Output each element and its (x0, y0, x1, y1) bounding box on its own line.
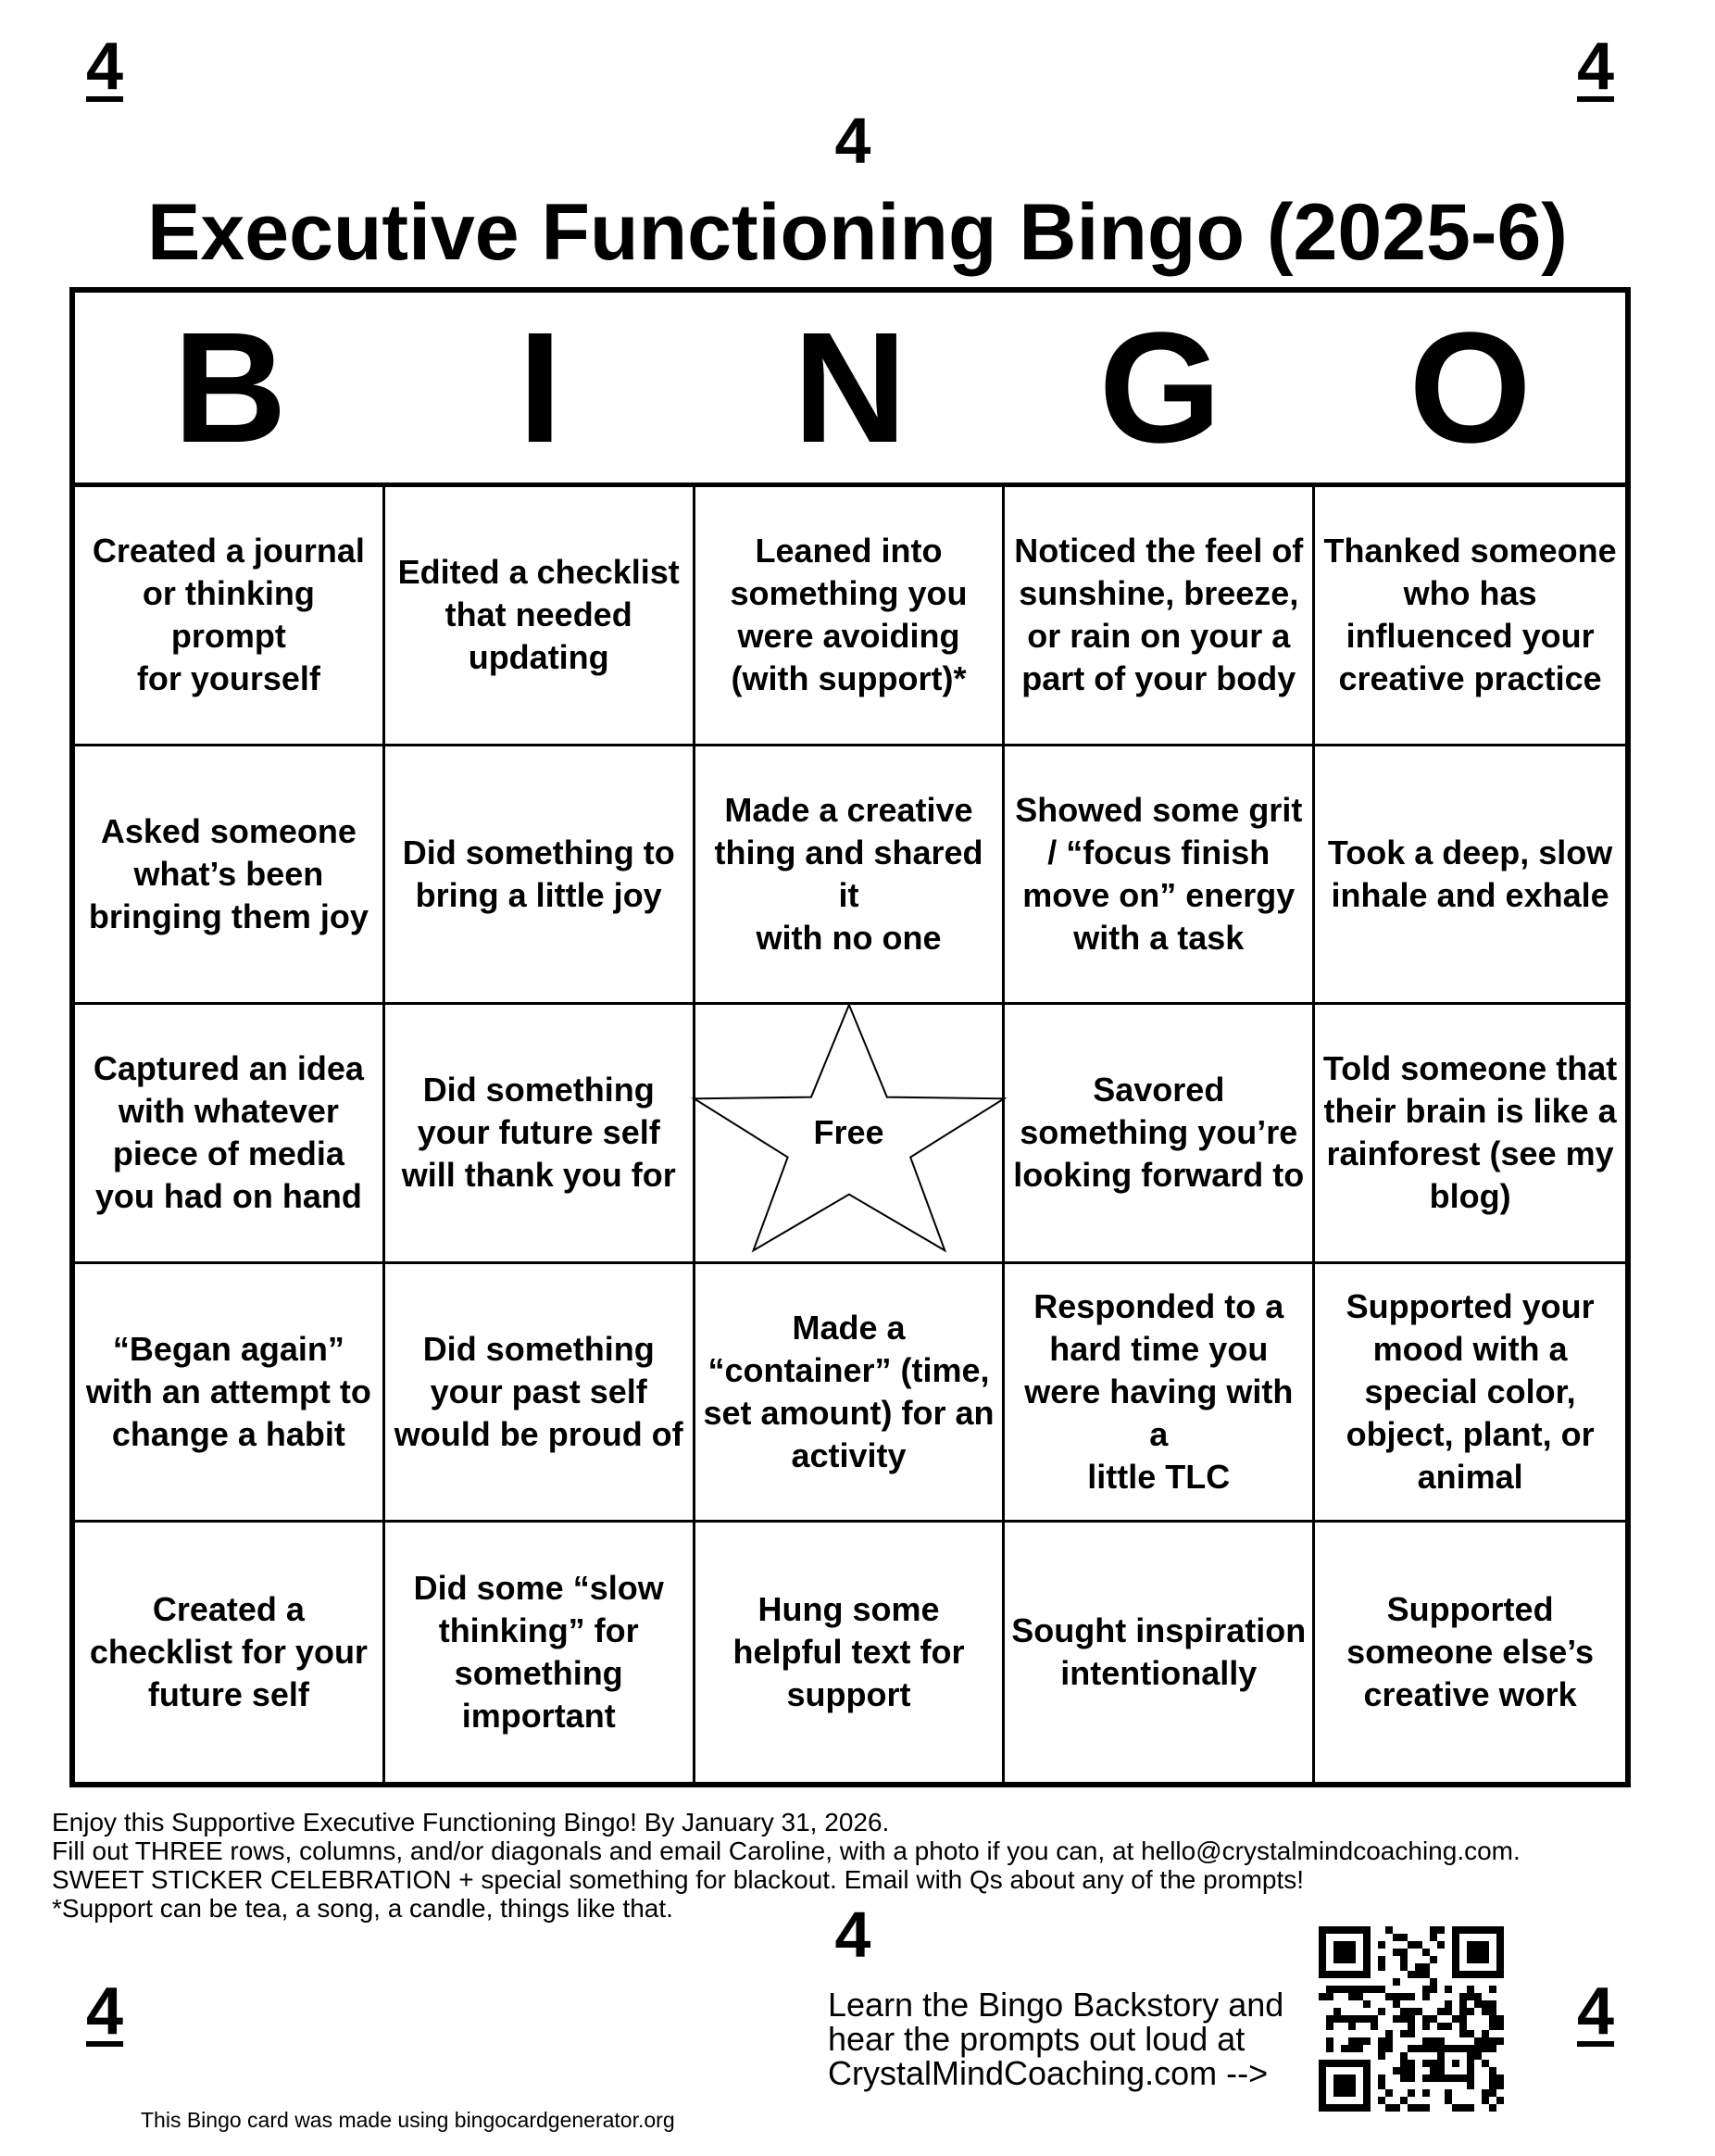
page-title: Executive Functioning Bingo (2025-6) (147, 188, 1568, 277)
cell-text (1014, 530, 1303, 700)
cell-text-line: creative practice (1338, 659, 1602, 698)
cell-text-line: move on” energy (1022, 875, 1296, 914)
cell-text-line: inhale and exhale (1331, 875, 1609, 914)
card-number-bottom-right: 4 (1577, 1974, 1615, 2049)
cell-text-line: your past self (430, 1373, 647, 1411)
card-number-bottom-left: 4 (86, 1974, 124, 2049)
cell-text-line: activity (791, 1436, 907, 1475)
cell-text-line: were having with a (1024, 1373, 1294, 1454)
cell-text-line: Showed some grit (1015, 790, 1303, 829)
cell-text-line: with no one (756, 918, 942, 957)
bingo-cell[interactable] (695, 1264, 1006, 1523)
cell-text-line: little TLC (1087, 1458, 1231, 1497)
bingo-cell[interactable] (385, 1264, 695, 1523)
cell-text-line: Edited a checklist (397, 553, 680, 592)
cell-text-line: who has (1403, 574, 1537, 613)
cell-text-line: “Began again” (112, 1330, 344, 1369)
bingo-letter: G (1098, 299, 1221, 476)
cell-text-line: Created a (152, 1590, 305, 1629)
instruction-line: SWEET STICKER CELEBRATION + special something for blackout. Email with Qs about any of the prompts! (52, 1865, 1305, 1894)
cell-text (730, 530, 967, 700)
cell-text (1346, 1285, 1595, 1498)
cell-text-line: thing and shared it (714, 833, 983, 914)
cell-text-line: Did some “slow (413, 1569, 664, 1608)
cell-text (402, 1069, 676, 1197)
cell-text (81, 530, 377, 700)
backstory-line: Learn the Bingo Backstory and (828, 1986, 1284, 2024)
bingo-cell[interactable] (1005, 1523, 1315, 1782)
cell-text-line: influenced your (1346, 617, 1595, 656)
instruction-line: *Support can be tea, a song, a candle, things like that. (52, 1894, 673, 1923)
bingo-cell[interactable] (1315, 1005, 1625, 1264)
bingo-cell[interactable] (1005, 1005, 1315, 1264)
bingo-cell[interactable] (1315, 1264, 1625, 1523)
cell-text (394, 1328, 683, 1456)
bingo-cell[interactable] (1005, 746, 1315, 1006)
cell-text-line: Told someone that (1322, 1049, 1618, 1088)
cell-text-line: would be proud of (394, 1415, 683, 1454)
bingo-card (69, 287, 1631, 1787)
cell-text (701, 789, 997, 959)
bingo-letter: B (173, 299, 287, 476)
cell-text-line: helpful text for (732, 1633, 965, 1672)
bingo-cell[interactable] (1005, 1264, 1315, 1523)
cell-text-line: Sought inspiration (1011, 1611, 1307, 1650)
card-number-top-right: 4 (1577, 30, 1615, 104)
cell-text-line: something (454, 1654, 623, 1693)
cell-text-line: that needed (444, 595, 632, 634)
bingo-letter: I (518, 299, 562, 476)
cell-text-line: / “focus finish (1047, 833, 1271, 871)
cell-text-line: Supported (1386, 1590, 1554, 1629)
cell-text-line: Did something (422, 1071, 655, 1109)
cell-text-line: Captured an idea (93, 1049, 364, 1088)
bingo-cell[interactable] (75, 746, 385, 1006)
card-number-top-left: 4 (86, 30, 124, 104)
cell-text (1346, 1588, 1594, 1716)
cell-text-line: bring a little joy (415, 875, 662, 914)
cell-text-line: intentionally (1060, 1654, 1258, 1693)
cell-text-line: blog) (1429, 1177, 1511, 1216)
bingo-cell[interactable] (1315, 487, 1625, 746)
qr-code-icon[interactable] (1319, 1926, 1504, 2112)
cell-text-line: you had on hand (94, 1177, 362, 1216)
cell-text (403, 832, 675, 917)
cell-text (703, 1307, 994, 1477)
cell-text-line: were avoiding (737, 617, 960, 656)
cell-text-line: with an attempt to (85, 1373, 371, 1411)
cell-text-line: their brain is like a (1323, 1092, 1617, 1131)
cell-text-line: something you (730, 574, 968, 613)
cell-text-line: future self (147, 1675, 309, 1714)
cell-text-line: with a task (1073, 918, 1245, 957)
bingo-cell[interactable] (75, 1005, 385, 1264)
cell-text-line: looking forward to (1013, 1156, 1305, 1195)
bingo-letter: O (1408, 299, 1532, 476)
cell-text-line: Savored (1093, 1071, 1225, 1109)
cell-text-line: mood with a (1372, 1330, 1568, 1369)
cell-text-line: Supported your (1346, 1287, 1595, 1326)
cell-text-line: updating (468, 638, 609, 677)
cell-text (732, 1588, 964, 1716)
cell-text-line: Made a (792, 1309, 906, 1348)
cell-text-line: Created a journal (92, 532, 365, 570)
cell-text-line: Responded to a (1033, 1287, 1284, 1326)
cell-text-line: Leaned into (755, 532, 943, 570)
cell-text-line: important (461, 1697, 616, 1736)
cell-text (94, 1047, 364, 1218)
instructions (52, 1808, 1521, 1923)
cell-text (1011, 1610, 1306, 1695)
cell-text-line: what’s been (133, 854, 324, 893)
bingo-cell[interactable] (75, 487, 385, 746)
free-label: Free (813, 1113, 884, 1152)
bingo-cell[interactable] (385, 1523, 695, 1782)
cell-text (1015, 789, 1302, 959)
cell-text (1324, 530, 1617, 700)
cell-text-line: part of your body (1021, 659, 1296, 698)
cell-text-line: or thinking prompt (142, 574, 315, 656)
cell-text-line: Hung some (757, 1590, 940, 1629)
cell-text (398, 551, 680, 679)
backstory-text (828, 1987, 1283, 2090)
cell-text-line: set amount) for an (703, 1394, 995, 1433)
bingo-cell[interactable] (385, 487, 695, 746)
cell-text-line: (with support)* (731, 659, 967, 698)
bingo-letter: N (793, 299, 908, 476)
card-number-bottom-center: 4 (834, 1899, 871, 1971)
cell-text-line: “container” (time, (707, 1351, 990, 1390)
cell-text (414, 1567, 664, 1737)
bingo-cell[interactable] (385, 1005, 695, 1264)
cell-text (86, 1328, 371, 1456)
cell-text-line: Asked someone (100, 811, 357, 850)
cell-text-line: piece of media (112, 1134, 344, 1173)
bingo-cell[interactable] (75, 1264, 385, 1523)
backstory-line: CrystalMindCoaching.com --> (828, 2054, 1269, 2092)
bingo-cell[interactable] (1315, 746, 1625, 1006)
cell-text-line: something you’re (1020, 1113, 1298, 1152)
cell-text-line: rainforest (see my (1326, 1134, 1614, 1173)
cell-text-line: sunshine, breeze, (1019, 574, 1299, 613)
bingo-cell[interactable] (75, 1523, 385, 1782)
cell-text-line: Did something (422, 1330, 655, 1369)
instruction-line: Enjoy this Supportive Executive Functioning Bingo! By January 31, 2026. (52, 1808, 890, 1836)
cell-text-line: creative work (1363, 1675, 1577, 1714)
cell-text-line: your future self (417, 1113, 660, 1152)
credit-line: This Bingo card was made using bingocardgenerator.org (141, 2108, 675, 2132)
cell-text-line: hard time you (1049, 1330, 1269, 1369)
cell-text-line: change a habit (111, 1415, 345, 1454)
backstory-line: hear the prompts out loud at (828, 2020, 1246, 2058)
cell-text-line: Made a creative (724, 790, 973, 829)
cell-text (89, 810, 369, 938)
cell-text (1323, 1047, 1617, 1218)
cell-text-line: object, plant, or (1346, 1415, 1595, 1454)
bingo-grid (75, 487, 1625, 1782)
cell-text-line: Took a deep, slow (1327, 833, 1613, 871)
bingo-cell-free[interactable] (695, 1005, 1006, 1264)
bingo-cell[interactable] (1005, 487, 1315, 746)
cell-text-line: Did something to (402, 833, 675, 871)
cell-text-line: someone else’s (1346, 1633, 1594, 1672)
bingo-cell[interactable] (695, 487, 1006, 746)
bingo-cell[interactable] (695, 746, 1006, 1006)
cell-text-line: Thanked someone (1323, 532, 1617, 570)
cell-text-line: checklist for your (89, 1633, 368, 1672)
cell-text-line: for yourself (136, 659, 320, 698)
cell-text-line: bringing them joy (88, 896, 369, 935)
card-number-top-center: 4 (834, 105, 871, 177)
cell-text-line: with whatever (118, 1092, 339, 1131)
cell-text (1328, 832, 1612, 917)
cell-text-line: support (786, 1675, 911, 1714)
cell-text-line: thinking” for (438, 1611, 639, 1650)
cell-text-line: animal (1417, 1458, 1523, 1497)
bingo-header-row (75, 293, 1625, 487)
cell-text (90, 1588, 368, 1716)
bingo-cell[interactable] (695, 1523, 1006, 1782)
cell-text (1010, 1285, 1307, 1498)
cell-text-line: or rain on your a (1027, 617, 1291, 656)
cell-text-line: will thank you for (401, 1156, 676, 1195)
cell-text-line: Noticed the feel of (1014, 532, 1304, 570)
cell-text (1013, 1069, 1304, 1197)
bingo-cell[interactable] (385, 746, 695, 1006)
cell-text-line: special color, (1364, 1373, 1576, 1411)
bingo-cell[interactable] (1315, 1523, 1625, 1782)
instruction-line: Fill out THREE rows, columns, and/or diagonals and email Caroline, with a photo if you can, at hello@crystalmindcoaching.com. (52, 1836, 1521, 1865)
